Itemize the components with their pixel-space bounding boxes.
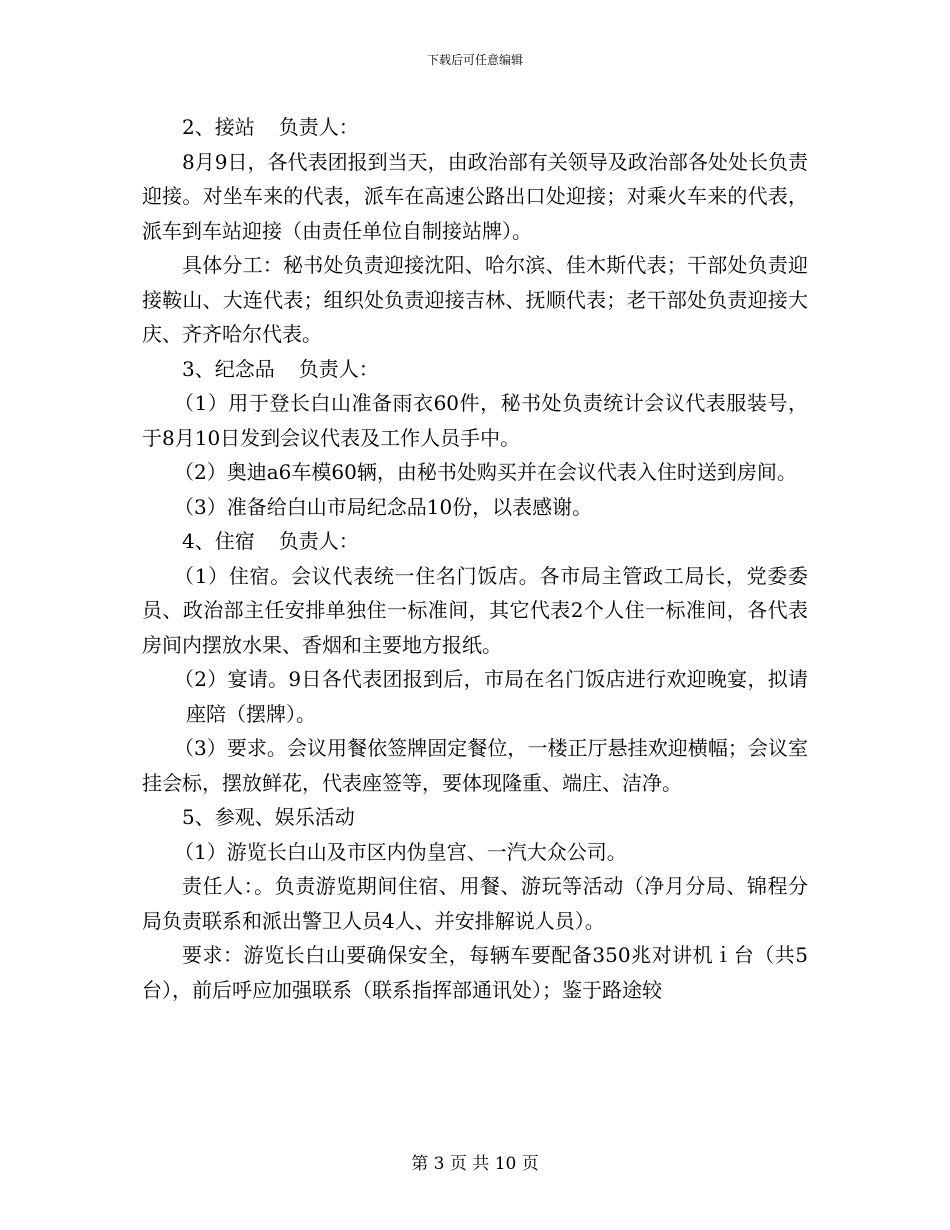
heading-label: 4、住宿 <box>182 529 255 553</box>
heading-label: 3、纪念品 <box>182 356 275 381</box>
paragraph: （1）住宿。会议代表统一住名门饭店。各市局主管政工局长，党委委员、政治部主任安排单独住一标准间，其它代表2个人住一标准间，各代表房间内摆放水果、香烟和主要地方报纸。 <box>142 563 808 657</box>
section-heading-souvenir <box>142 352 808 387</box>
paragraph: 要求：游览长白山要确保安全，每辆车要配备350兆对讲机ｉ台（共5台），前后呼应加强联系（联系指挥部通讯处）；鉴于路途较 <box>142 943 808 1002</box>
paragraph: （3）准备给白山市局纪念品10份，以表感谢。 <box>174 494 593 519</box>
paragraph: 8月9日，各代表团报到当天，由政治部有关领导及政治部各处处长负责迎接。对坐车来的代表，派车在高速公路出口处迎接；对乘火车来的代表，派车到车站迎接（由责任单位自制接站牌）。 <box>142 149 808 243</box>
section-heading-pickup <box>142 110 808 145</box>
heading-owner: 负责人： <box>298 356 379 381</box>
paragraph-text: （2）宴请。9日各代表团报到后，市局在名门饭店进行欢迎晚宴，拟请 <box>174 667 808 691</box>
paragraph: 具体分工：秘书处负责迎接沈阳、哈尔滨、佳木斯代表；干部处负责迎接鞍山、大连代表；组织处负责迎接吉林、抚顺代表；老干部处负责迎接大庆、齐齐哈尔代表。 <box>142 253 808 346</box>
paragraph: （1）游览长白山及市区内伪皇宫、一汽大众公司。 <box>174 839 627 864</box>
paragraph-text: 座陪（摆牌）。 <box>186 701 316 726</box>
page-header: 下载后可任意编辑 <box>426 53 523 67</box>
paragraph: 责任人：。负责游览期间住宿、用餐、游玩等活动（净月分局、锦程分局负责联系和派出警卫人员4人、并安排解说人员）。 <box>142 874 808 933</box>
paragraph: （3）要求。会议用餐依签牌固定餐位，一楼正厅悬挂欢迎横幅；会议室挂会标，摆放鲜花，代表座签等，要体现隆重、端庄、洁净。 <box>142 736 808 795</box>
paragraph <box>142 662 808 731</box>
paragraph: （2）奥迪a6车模60辆，由秘书处购买并在会议代表入住时送到房间。 <box>174 460 797 484</box>
paragraph: （1）用于登长白山准备雨衣60件，秘书处负责统计会议代表服装号，于8月10日发到会议代表及工作人员手中。 <box>142 391 808 450</box>
section-heading-visit: 5、参观、娱乐活动 <box>182 805 355 829</box>
document-body <box>142 110 808 1007</box>
page-footer: 第 3 页 共 10 页 <box>411 1154 539 1174</box>
heading-label: 2、接站 <box>182 115 255 139</box>
heading-owner: 负责人： <box>278 529 359 553</box>
heading-owner: 负责人： <box>278 115 359 139</box>
section-heading-lodging <box>142 524 808 559</box>
